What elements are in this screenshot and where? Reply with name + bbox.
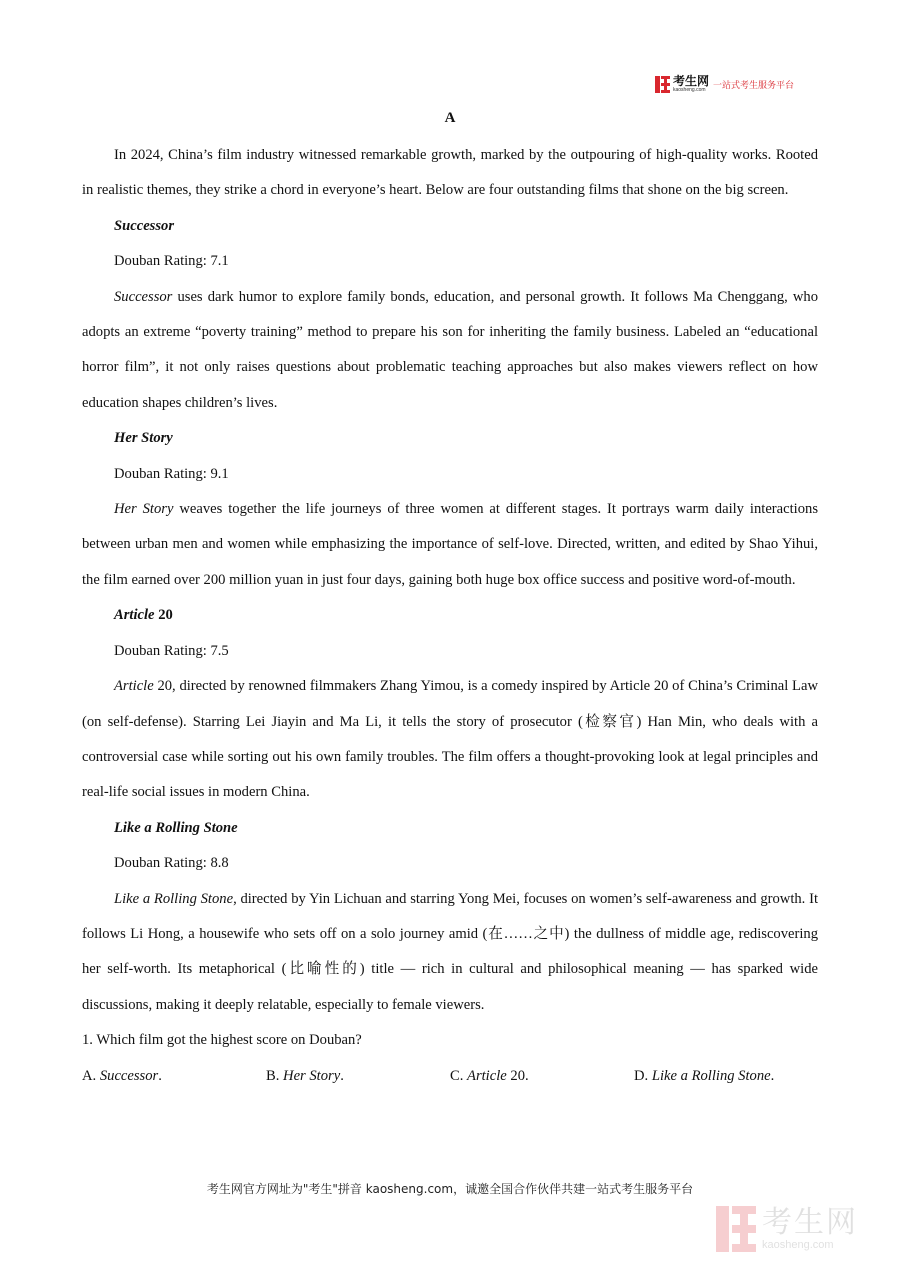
film-desc-like-a-rolling-stone: Like a Rolling Stone, directed by Yin Lichuan and starring Yong Mei, focuses on women’s self-awareness and growth. It follows Li Hong, a housewife who sets off on a solo journey amid (在……之中) the dullness of middle age, rediscovering her self-worth. Its metaphorical (比喻性的) title — rich in cultural and philosophical meaning — has sparked wide discussions, making it deeply relatable, especially to female viewers. (82, 890, 819, 1013)
watermark (716, 1204, 886, 1254)
option-d[interactable]: D. Like a Rolling Stone. (634, 1067, 775, 1084)
film-title-article-20: Article 20 (114, 607, 173, 624)
header-logo (655, 74, 815, 94)
film-title-her-story: Her Story (114, 430, 173, 447)
option-c[interactable]: C. Article 20. (450, 1067, 529, 1084)
page-footer: 考生网官方网址为"考生"拼音 kaosheng.com，诚邀全国合作伙伴共建一站式考生服务平台 (206, 1182, 694, 1196)
film-rating-her-story: Douban Rating: 9.1 (114, 465, 229, 482)
film-desc-her-story: Her Story weaves together the life journeys of three women at different stages. It portrays warm daily interactions between urban men and women while emphasizing the importance of self-love. Directed, written, and edited by Shao Yihui, the film earned over 200 million yuan in just four days, gaining both huge box office success and positive word-of-mouth. (82, 501, 818, 588)
answer-options (82, 1059, 818, 1094)
film-desc-successor: Successor uses dark humor to explore family bonds, education, and personal growth. It follows Ma Chenggang, who adopts an extreme “poverty training” method to prepare his son for inheriting the family business. Labeled an “educational horror film”, it not only raises questions about problematic teaching approaches but also makes viewers reflect on how education shapes children’s lives. (82, 288, 818, 411)
passage (82, 138, 818, 1094)
kaosheng-logo-icon (655, 76, 670, 93)
film-title-successor: Successor (114, 217, 174, 234)
question-text: 1. Which film got the highest score on Douban? (82, 1032, 362, 1049)
option-b[interactable]: B. Her Story. (266, 1067, 344, 1084)
watermark-url: kaosheng.com (762, 1238, 834, 1251)
logo-text: 考生网 (673, 74, 710, 88)
watermark-text: 考生网 (762, 1204, 858, 1240)
intro-paragraph: In 2024, China’s film industry witnessed remarkable growth, marked by the outpouring of high-quality works. Rooted in realistic themes, they strike a chord in everyone’s heart. Below are four outstanding films that shone on the big screen. (82, 147, 818, 199)
film-rating-like-a-rolling-stone: Douban Rating: 8.8 (114, 855, 229, 872)
logo-slogan: 一站式考生服务平台 (713, 80, 795, 91)
film-desc-article-20: Article 20, directed by renowned filmmakers Zhang Yimou, is a comedy inspired by Article 20 of China’s Criminal Law (on self-defense). Starring Lei Jiayin and Ma Li, it tells the story of prosecutor (检察官) Han Min, who deals with a controversial case while sorting out his own family troubles. The film offers a thought-provoking look at legal principles and real-life social issues in modern China. (82, 678, 818, 801)
watermark-logo-icon (716, 1206, 756, 1252)
option-a[interactable]: A. Successor. (82, 1067, 162, 1084)
film-rating-article-20: Douban Rating: 7.5 (114, 642, 229, 659)
section-title: A (444, 110, 456, 126)
film-title-like-a-rolling-stone: Like a Rolling Stone (114, 819, 238, 836)
film-rating-successor: Douban Rating: 7.1 (114, 253, 229, 270)
logo-url: kaosheng.com (673, 87, 706, 93)
